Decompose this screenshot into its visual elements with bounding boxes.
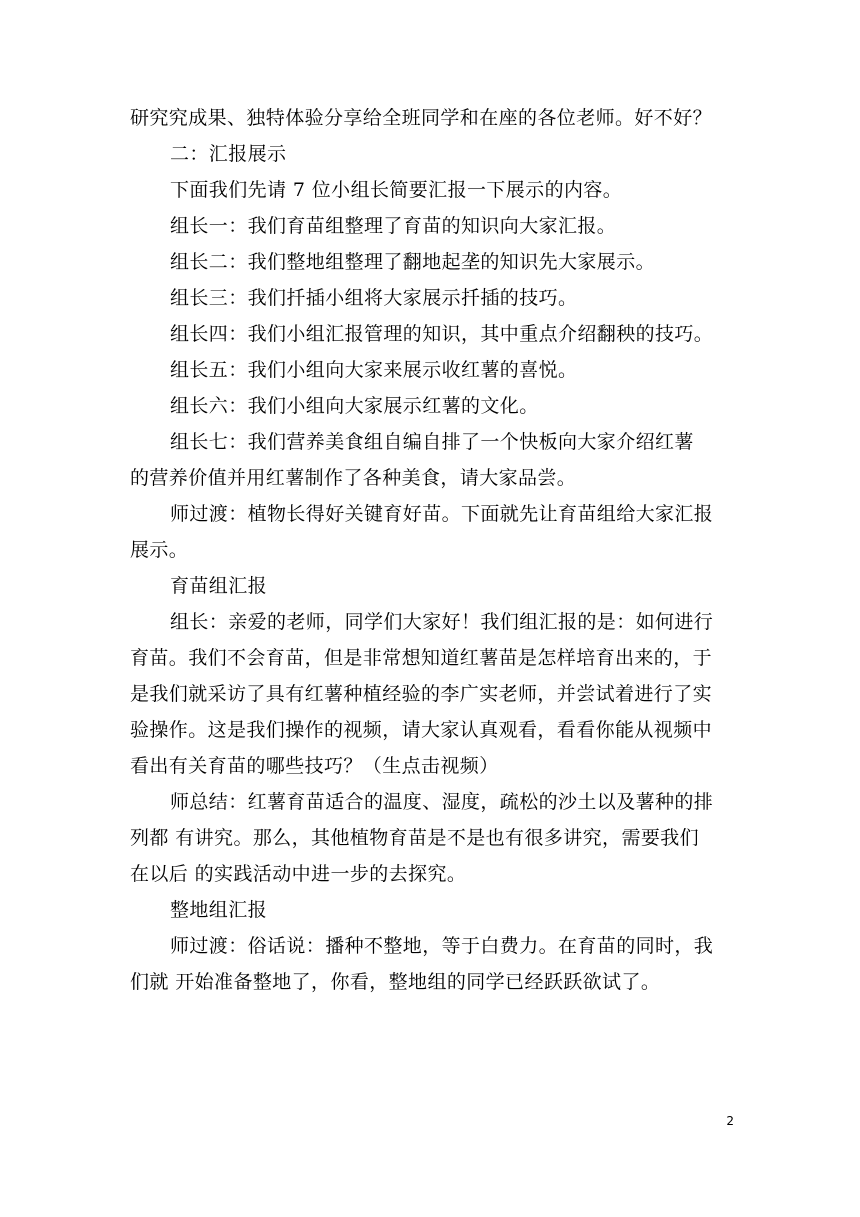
text-line: 们就 开始准备整地了，你看，整地组的同学已经跃跃欲试了。 bbox=[130, 971, 661, 993]
page-number: 2 bbox=[726, 1114, 734, 1128]
text-line: 验操作。这是我们操作的视频，请大家认真观看，看看你能从视频中 bbox=[130, 719, 713, 741]
text-line: 师过渡：植物长得好关键育好苗。下面就先让育苗组给大家汇报 bbox=[170, 503, 714, 525]
text-line: 育苗组汇报 bbox=[170, 575, 268, 597]
text-line: 组长一：我们育苗组整理了育苗的知识向大家汇报。 bbox=[170, 215, 617, 237]
text-line: 是我们就采访了具有红薯种植经验的李广实老师，并尝试着进行了实 bbox=[130, 683, 713, 705]
text-line: 下面我们先请 7 位小组长简要汇报一下展示的内容。 bbox=[170, 179, 623, 201]
text-line: 展示。 bbox=[130, 539, 189, 561]
text-line: 组长六：我们小组向大家展示红薯的文化。 bbox=[170, 395, 539, 417]
text-line: 整地组汇报 bbox=[170, 899, 268, 921]
text-line: 的营养价值并用红薯制作了各种美食，请大家品尝。 bbox=[130, 467, 577, 489]
text-line: 在以后 的实践活动中进一步的去探究。 bbox=[130, 863, 467, 885]
text-line: 组长四：我们小组汇报管理的知识，其中重点介绍翻秧的技巧。 bbox=[170, 323, 714, 345]
document-body bbox=[130, 100, 730, 1000]
text-line: 组长三：我们扦插小组将大家展示扦插的技巧。 bbox=[170, 287, 578, 309]
text-line: 列都 有讲究。那么，其他植物育苗是不是也有很多讲究，需要我们 bbox=[130, 827, 700, 849]
text-line: 育苗。我们不会育苗，但是非常想知道红薯苗是怎样培育出来的，于 bbox=[130, 647, 713, 669]
text-line: 组长七：我们营养美食组自编自排了一个快板向大家介绍红薯 bbox=[170, 431, 694, 453]
text-line: 组长五：我们小组向大家来展示收红薯的喜悦。 bbox=[170, 359, 578, 381]
text-line: 师总结：红薯育苗适合的温度、湿度，疏松的沙土以及薯种的排 bbox=[170, 791, 714, 813]
text-line: 看出有关育苗的哪些技巧？（生点击视频） bbox=[130, 755, 499, 777]
text-line: 师过渡：俗话说：播种不整地，等于白费力。在育苗的同时，我 bbox=[170, 935, 714, 957]
text-line: 组长：亲爱的老师，同学们大家好！我们组汇报的是：如何进行 bbox=[170, 611, 714, 633]
text-line: 研究究成果、独特体验分享给全班同学和在座的各位老师。好不好？ bbox=[130, 107, 713, 129]
text-line: 二：汇报展示 bbox=[170, 143, 287, 165]
text-line: 组长二：我们整地组整理了翻地起垄的知识先大家展示。 bbox=[170, 251, 656, 273]
